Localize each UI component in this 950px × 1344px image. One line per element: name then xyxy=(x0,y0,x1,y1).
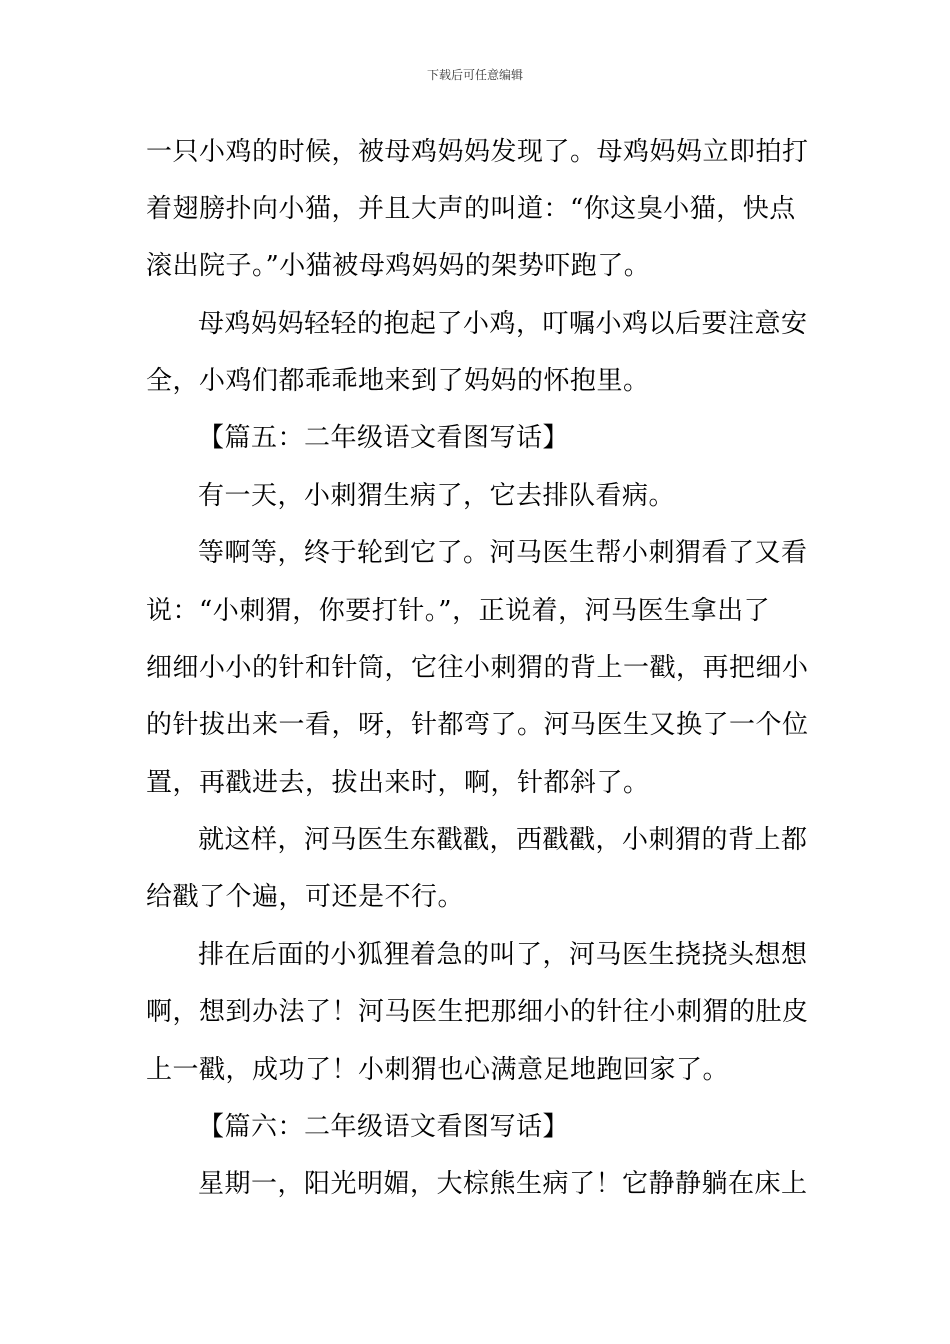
text-line: 母鸡妈妈轻轻的抱起了小鸡，叮嘱小鸡以后要注意安 xyxy=(198,309,808,339)
text-line: 滚出院子。”小猫被母鸡妈妈的架势吓跑了。 xyxy=(146,251,651,281)
text-line: 就这样，河马医生东戳戳，西戳戳，小刺猬的背上都 xyxy=(198,825,808,855)
text-line: 着翅膀扑向小猫，并且大声的叫道：“你这臭小猫，快点 xyxy=(146,194,796,224)
text-line: 的针拔出来一看，呀，针都弯了。河马医生又换了一个位 xyxy=(146,710,809,740)
text-line: 排在后面的小狐狸着急的叫了，河马医生挠挠头想想 xyxy=(198,940,808,970)
text-line: 星期一，阳光明媚，大棕熊生病了！它静静躺在床上 xyxy=(198,1169,808,1199)
text-line: 等啊等，终于轮到它了。河马医生帮小刺猬看了又看 xyxy=(198,538,808,568)
text-line: 有一天，小刺猬生病了，它去排队看病。 xyxy=(198,481,676,511)
text-line: 上一戳，成功了！小刺猬也心满意足地跑回家了。 xyxy=(146,1055,730,1085)
text-line: 全，小鸡们都乖乖地来到了妈妈的怀抱里。 xyxy=(146,366,650,396)
text-line: 置，再戳进去，拔出来时，啊，针都斜了。 xyxy=(146,768,650,798)
text-line: 说：“小刺猬，你要打针。”，正说着，河马医生拿出了 xyxy=(146,596,771,626)
section-heading: 【篇五：二年级语文看图写话】 xyxy=(198,423,570,453)
text-line: 给戳了个遍，可还是不行。 xyxy=(146,882,465,912)
section-heading: 【篇六：二年级语文看图写话】 xyxy=(198,1112,570,1142)
text-line: 细细小小的针和针筒，它往小刺猬的背上一戳，再把细小 xyxy=(146,653,809,683)
page-header: 下载后可任意编辑 xyxy=(426,68,523,82)
text-line: 啊，想到办法了！河马医生把那细小的针往小刺猬的肚皮 xyxy=(146,997,809,1027)
text-line: 一只小鸡的时候，被母鸡妈妈发现了。母鸡妈妈立即拍打 xyxy=(146,137,809,167)
